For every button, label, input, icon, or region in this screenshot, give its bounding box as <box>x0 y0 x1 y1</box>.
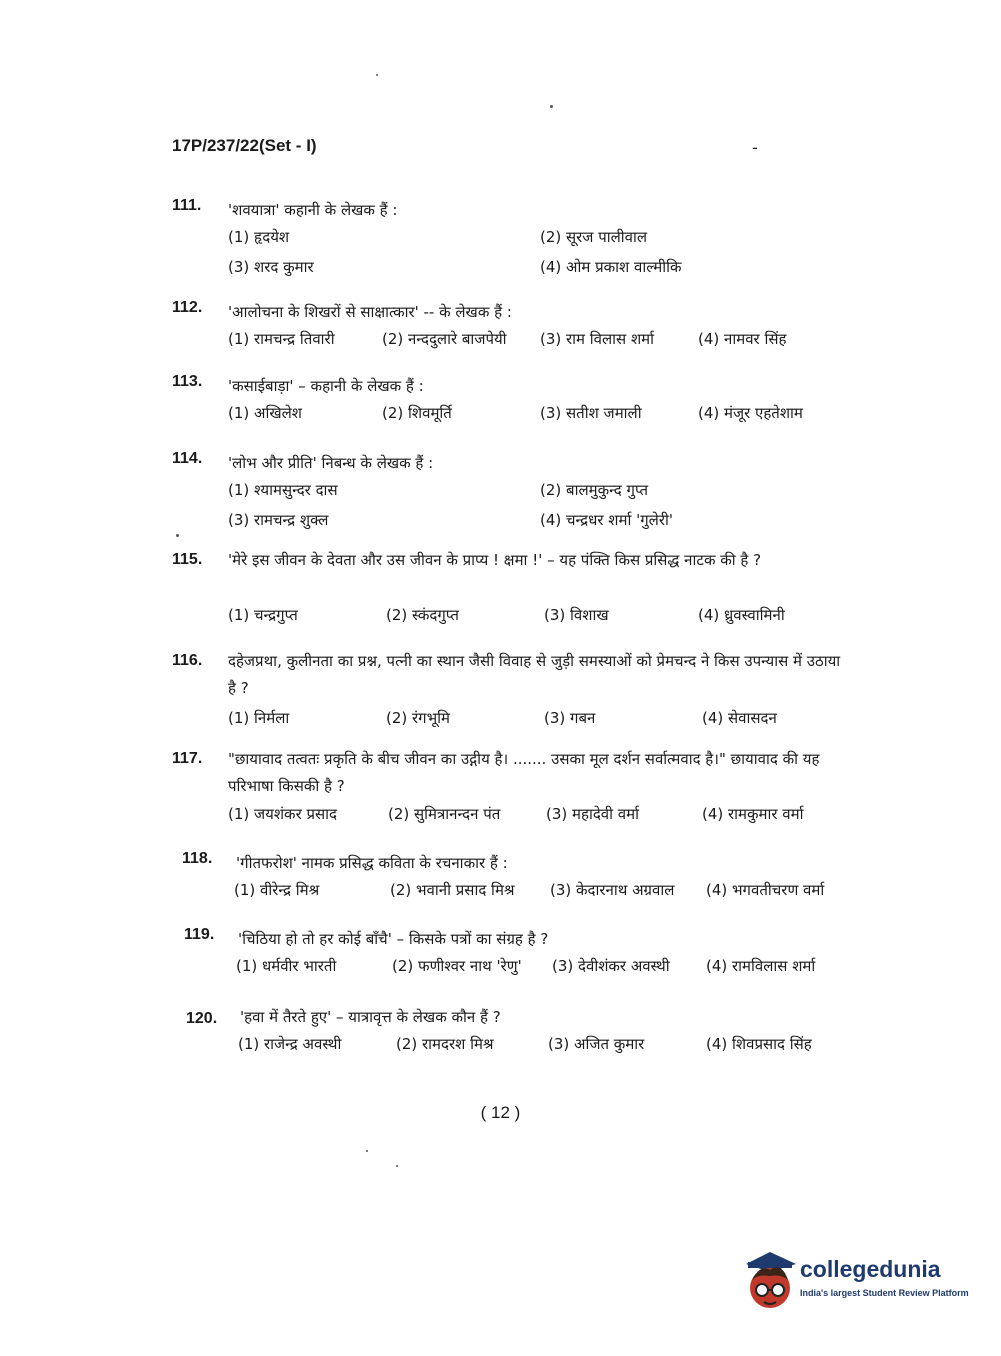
page-number: ( 12 ) <box>480 1103 521 1122</box>
option-3: (3) शरद कुमार <box>228 258 314 276</box>
option-4: (4) ध्रुवस्वामिनी <box>698 606 785 624</box>
question-119 <box>172 926 852 986</box>
option-1: (1) राजेन्द्र अवस्थी <box>238 1035 342 1053</box>
option-4: (4) शिवप्रसाद सिंह <box>706 1035 812 1053</box>
option-1: (1) धर्मवीर भारती <box>236 957 337 975</box>
option-3: (3) सतीश जमाली <box>540 404 642 422</box>
question-number: 113. <box>172 373 203 390</box>
question-number: 117. <box>172 750 203 767</box>
question-number: 114. <box>172 450 203 467</box>
option-2: (2) फणीश्वर नाथ 'रेणु' <box>392 957 522 975</box>
option-1: (1) निर्मला <box>228 709 290 727</box>
option-3: (3) रामचन्द्र शुक्ल <box>228 511 329 529</box>
option-3: (3) केदारनाथ अग्रवाल <box>550 881 675 899</box>
question-number: 116. <box>172 652 203 669</box>
option-2: (2) भवानी प्रसाद मिश्र <box>390 881 515 899</box>
option-3: (3) राम विलास शर्मा <box>540 330 655 348</box>
question-number: 120. <box>186 1010 218 1027</box>
option-4: (4) मंजूर एहतेशाम <box>698 404 803 422</box>
option-3: (3) गबन <box>544 709 596 727</box>
option-4: (4) सेवासदन <box>702 709 777 727</box>
option-2: (2) स्कंदगुप्त <box>386 606 459 624</box>
option-1: (1) चन्द्रगुप्त <box>228 606 298 624</box>
option-3: (3) विशाख <box>544 606 609 624</box>
collegedunia-logo <box>742 1250 972 1320</box>
header-dash: - <box>752 138 758 157</box>
question-115 <box>172 547 852 637</box>
question-117 <box>172 746 852 836</box>
question-118 <box>172 850 852 910</box>
option-2: (2) नन्ददुलारे बाजपेयी <box>382 330 507 348</box>
option-2: (2) रंगभूमि <box>386 709 450 727</box>
scan-speck <box>176 534 179 537</box>
scan-speck <box>396 1165 398 1167</box>
option-1: (1) श्यामसुन्दर दास <box>228 481 338 499</box>
question-text: 'आलोचना के शिखरों से साक्षात्कार' -- के लेखक हैं : <box>228 303 512 321</box>
option-4: (4) चन्द्रधर शर्मा 'गुलेरी' <box>540 511 673 529</box>
option-3: (3) देवीशंकर अवस्थी <box>552 957 670 975</box>
option-4: (4) रामविलास शर्मा <box>706 957 816 975</box>
question-text: 'लोभ और प्रीति' निबन्ध के लेखक हैं : <box>228 454 434 472</box>
question-text: 'मेरे इस जीवन के देवता और उस जीवन के प्राप्य ! क्षमा !' – यह पंक्ति किस प्रसिद्ध नाटक की है ? <box>228 551 762 569</box>
question-114 <box>172 450 852 540</box>
question-text: 'हवा में तैरते हुए' – यात्रावृत्त के लेखक कौन हैं ? <box>240 1008 501 1026</box>
option-2: (2) शिवमूर्ति <box>382 404 452 422</box>
scan-speck <box>550 105 553 108</box>
option-1: (1) रामचन्द्र तिवारी <box>228 330 335 348</box>
question-113 <box>172 373 852 433</box>
question-text: दहेजप्रथा, कुलीनता का प्रश्न, पत्नी का स्थान जैसी विवाह से जुड़ी समस्याओं को प्रेमचन्द ने किस उपन्यास में उठाया है ? <box>228 652 841 697</box>
question-120 <box>172 1004 852 1064</box>
brand-name: collegedunia <box>800 1256 941 1282</box>
brand-tagline: India's largest Student Review Platform <box>800 1288 969 1298</box>
question-116 <box>172 648 852 738</box>
option-2: (2) रामदरश मिश्र <box>396 1035 494 1053</box>
option-4: (4) भगवतीचरण वर्मा <box>706 881 825 899</box>
question-number: 119. <box>184 926 215 943</box>
question-number: 112. <box>172 299 203 316</box>
question-text: 'चिठिया हो तो हर कोई बाँचै' – किसके पत्रों का संग्रह है ? <box>238 930 549 948</box>
option-2: (2) बालमुकुन्द गुप्त <box>540 481 649 499</box>
question-text: 'कसाईबाड़ा' – कहानी के लेखक हैं : <box>228 377 424 395</box>
option-1: (1) जयशंकर प्रसाद <box>228 805 337 823</box>
mascot-icon <box>742 1250 798 1312</box>
scan-speck <box>376 74 378 76</box>
option-3: (3) महादेवी वर्मा <box>546 805 639 823</box>
question-number: 118. <box>182 850 213 867</box>
question-number: 111. <box>172 197 202 214</box>
option-1: (1) हृदयेश <box>228 228 290 246</box>
question-text: 'गीतफरोश' नामक प्रसिद्ध कविता के रचनाकार हैं : <box>236 854 508 872</box>
question-text: "छायावाद तत्वतः प्रकृति के बीच जीवन का उद्गीय है। ....... उसका मूल दर्शन सर्वात्मवाद है।" छायावाद की यह परिभाषा किसकी है ? <box>228 750 820 795</box>
option-1: (1) वीरेन्द्र मिश्र <box>234 881 320 899</box>
option-2: (2) सुमित्रानन्दन पंत <box>388 805 501 823</box>
paper-code: 17P/237/22(Set - I) <box>172 136 317 155</box>
scan-speck <box>366 1150 368 1152</box>
question-number: 115. <box>172 551 203 568</box>
option-3: (3) अजित कुमार <box>548 1035 645 1053</box>
question-111 <box>172 197 852 277</box>
option-2: (2) सूरज पालीवाल <box>540 228 648 246</box>
option-1: (1) अखिलेश <box>228 404 303 422</box>
option-4: (4) रामकुमार वर्मा <box>702 805 804 823</box>
option-4: (4) ओम प्रकाश वाल्मीकि <box>540 258 682 276</box>
question-text: 'शवयात्रा' कहानी के लेखक हैं : <box>228 201 398 219</box>
question-112 <box>172 299 852 359</box>
option-4: (4) नामवर सिंह <box>698 330 787 348</box>
